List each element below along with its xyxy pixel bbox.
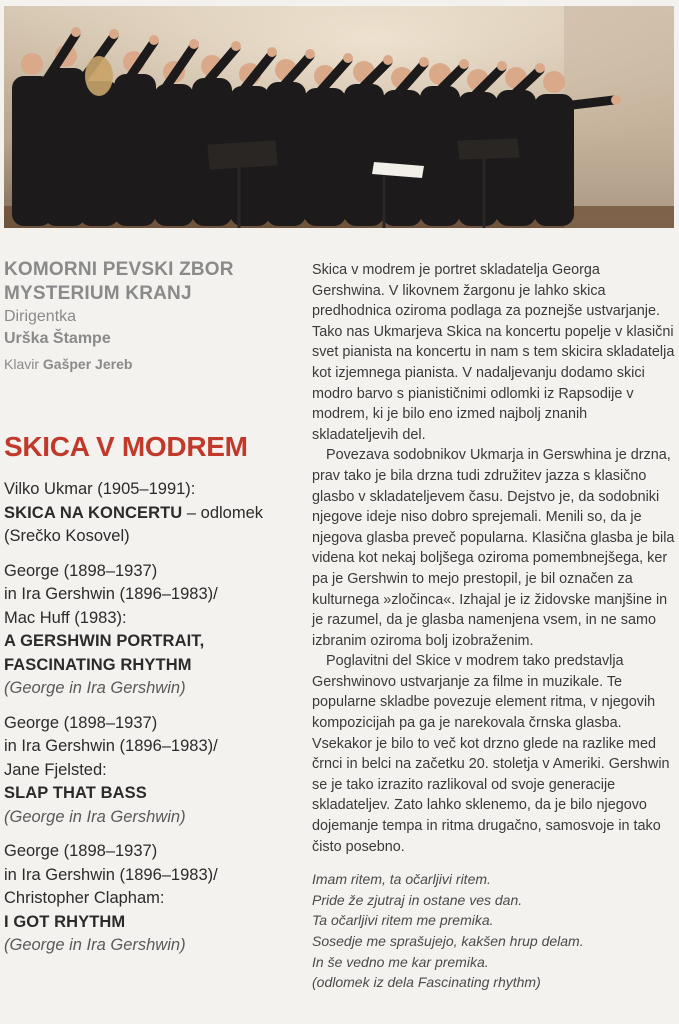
program-item xyxy=(4,840,304,958)
program-title: A GERSHWIN PORTRAIT, xyxy=(4,632,205,650)
program-arranger: Jane Fjelsted: xyxy=(4,760,107,779)
program-credit: (George in Ira Gershwin) xyxy=(4,936,186,954)
choir-name-line2: MYSTERIUM KRANJ xyxy=(4,283,192,304)
program-composer: Vilko Ukmar (1905–1991): xyxy=(4,480,196,498)
program-composer: in Ira Gershwin (1896–1983)/ xyxy=(4,585,218,603)
poem-source: (odlomek iz dela Fascinating rhythm) xyxy=(312,974,541,991)
program-item xyxy=(4,478,304,549)
program-composer: George (1898–1937) xyxy=(4,713,158,732)
poem-line: Sosedje me sprašujejo, kakšen hrup delam. xyxy=(312,933,584,949)
program-credit: (George in Ira Gershwin) xyxy=(4,807,186,826)
program-title: SKICA NA KONCERTU xyxy=(4,503,183,522)
conductor-label: Dirigentka xyxy=(4,308,77,325)
program-title-suffix: – odlomek xyxy=(182,503,264,522)
piano-name: Gašper Jereb xyxy=(42,356,133,372)
body-paragraph: Poglavitni del Skice v modrem tako predstavlja Gershwinovo ustvarjanje za filme in muzikale. Te popularne skladbe povezuje element ritma, v njegovih kompozicijah pa ga je narekovala črnska glasba. Vsekakor je bilo to več kot drzno glede na razlike med črnci in belci na začetku 20. stoletja v Ameriki. Gershwin se je tako izrazito razlikoval od svoje generacije skladateljev. Zato lahko sklenemo, da je bilo njegovo dojemanje tempa in ritma drugačno, samosvoje in tako čisto posebno. xyxy=(312,653,670,855)
program-composer: George (1898–1937) xyxy=(4,561,158,580)
program-item xyxy=(4,712,304,830)
program-arranger: Christopher Clapham: xyxy=(4,889,165,907)
choir-illustration xyxy=(4,6,674,228)
program-list xyxy=(4,478,304,969)
conductor-name: Urška Štampe xyxy=(4,330,111,347)
poem-line: Ta očarljivi ritem me premika. xyxy=(312,912,494,929)
article-body xyxy=(312,260,676,993)
program-title: I GOT RHYTHM xyxy=(4,912,126,931)
piano-label: Klavir xyxy=(4,356,40,372)
program-title: SLAP THAT BASS xyxy=(4,784,147,802)
choir-photo xyxy=(4,6,674,228)
program-title: FASCINATING RHYTHM xyxy=(4,655,192,674)
section-title: SKICA V MODREM xyxy=(4,431,248,462)
body-paragraph: Povezava sodobnikov Ukmarja in Gerswhina je drzna, prav tako je bila drzna tudi združitev jazza s klasično glasbo v skladateljevem času. Dejstvo je, da sodobniki njegove ideje niso dobro sprejemali. Menili so, da je njegova glasba preveč popularna. Klasična glasba je bila videna kot nekaj boljšega oziroma pomembnejšega, ker pa je Gershwin to mejo prestopil, je bil označen za kulturnega »zločinca«. Izhajal je iz židovske manjšine in je razumel, da je glasba namenjena vsem, in ne samo izbranim oziroma bolj izobraženim. xyxy=(312,447,675,649)
program-credit: (George in Ira Gershwin) xyxy=(4,679,186,697)
program-credit: (Srečko Kosovel) xyxy=(4,527,130,545)
program-composer: in Ira Gershwin (1896–1983)/ xyxy=(4,737,218,755)
program-composer: in Ira Gershwin (1896–1983)/ xyxy=(4,865,218,884)
program-composer: George (1898–1937) xyxy=(4,842,158,860)
poem-line: Imam ritem, ta očarljivi ritem. xyxy=(312,871,491,888)
poem-excerpt xyxy=(312,869,676,993)
poem-line: In še vedno me kar premika. xyxy=(312,953,489,970)
performer-info xyxy=(4,258,304,374)
choir-name-line1: KOMORNI PEVSKI ZBOR xyxy=(4,259,234,280)
program-title-line xyxy=(4,502,304,526)
piano-credit xyxy=(4,354,304,374)
poem-line: Pride že zjutraj in ostane ves dan. xyxy=(312,891,523,908)
program-item xyxy=(4,560,304,701)
program-arranger: Mac Huff (1983): xyxy=(4,608,127,627)
body-paragraph: Skica v modrem je portret skladatelja Georga Gershwina. V likovnem žargonu je lahko skica predhodnica oziroma podlaga za poznejše ustvarjanje. Tako nas Ukmarjeva Skica na koncertu popelje v klasični svet pianista na koncertu in nam s tem skicira skladatelja kot izjemnega pianista. V nadaljevanju dodamo skici modro barvo s pianističnimi odlomki iz Rapsodije v modrem, ki je bilo eno izmed najbolj znanih skladateljevih del. xyxy=(312,262,675,443)
